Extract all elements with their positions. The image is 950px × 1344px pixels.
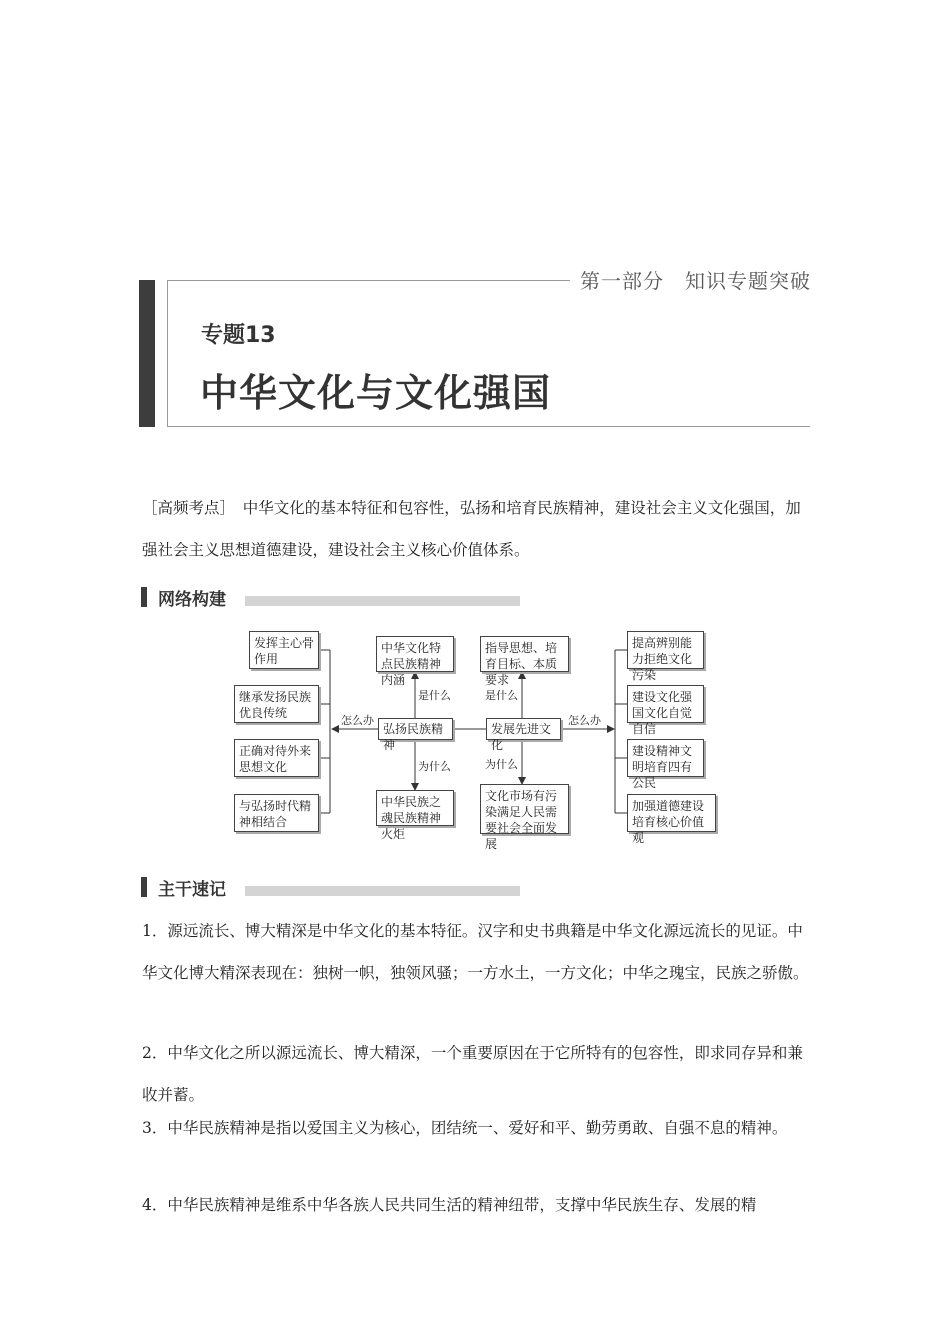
diagram-box-right-1: 提高辨别能力拒绝文化污染	[627, 631, 704, 669]
diagram-box-right-top: 指导思想、培育目标、本质要求	[480, 636, 569, 672]
summary-item-4: 4．中华民族精神是维系中华各族人民共同生活的精神纽带，支撑中华民族生存、发展的精	[142, 1196, 757, 1214]
diagram-box-left-4: 与弘扬时代精神相结合	[234, 794, 319, 832]
diagram-box-right-bottom: 文化市场有污染满足人民需要社会全面发展	[480, 784, 569, 834]
section-marker	[141, 877, 147, 897]
intro-paragraph: ［高频考点］ 中华文化的基本特征和包容性，弘扬和培育民族精神，建设社会主义文化强国，加强社会主义思想道德建设，建设社会主义核心价值体系。	[142, 499, 801, 559]
summary-item-2: 2．中华文化之所以源远流长、博大精深，一个重要原因在于它所特有的包容性，即求同存异和兼收并蓄。	[142, 1044, 803, 1104]
diagram-box-left-top: 中华文化特点民族精神内涵	[376, 636, 454, 672]
diagram-box-right-2: 建设文化强国文化自觉自信	[627, 685, 704, 723]
section-title-network: 网络构建	[158, 590, 226, 610]
diagram-box-left-2: 继承发扬民族优良传统	[234, 685, 319, 723]
summary-item-3: 3．中华民族精神是指以爱国主义为核心，团结统一、爱好和平、勤劳勇敢、自强不息的精神。	[142, 1119, 788, 1137]
diagram-box-left-1: 发挥主心骨作用	[249, 631, 319, 669]
diagram-label-how-right: 怎么办	[568, 714, 601, 727]
diagram-label-how-left: 怎么办	[341, 714, 374, 727]
diagram-box-right-center: 发展先进文化	[486, 718, 561, 740]
page-title: 中华文化与文化强国	[200, 371, 552, 415]
diagram-label-why-right: 为什么	[485, 758, 518, 771]
summary-item-1: 1．源远流长、博大精深是中华文化的基本特征。汉字和史书典籍是中华文化源远流长的见证。中华文化博大精深表现在：独树一帜，独领风骚；一方水土，一方文化；中华之瑰宝，民族之骄傲。	[142, 922, 809, 982]
diagram-label-what-right: 是什么	[485, 689, 518, 702]
part-label: 第一部分 知识专题突破	[580, 269, 811, 293]
diagram-label-why-left: 为什么	[418, 760, 451, 773]
section-title-summary: 主干速记	[158, 880, 226, 900]
diagram-box-left-3: 正确对待外来思想文化	[234, 739, 319, 777]
diagram-label-what-left: 是什么	[418, 689, 451, 702]
topic-number: 专题13	[201, 323, 276, 348]
diagram-box-right-3: 建设精神文明培育四有公民	[627, 739, 704, 777]
diagram-box-left-center: 弘扬民族精神	[378, 718, 453, 740]
diagram-box-left-bottom: 中华民族之魂民族精神火炬	[376, 790, 454, 826]
diagram-box-right-4: 加强道德建设培育核心价值观	[627, 794, 716, 832]
section-rule	[245, 886, 520, 896]
